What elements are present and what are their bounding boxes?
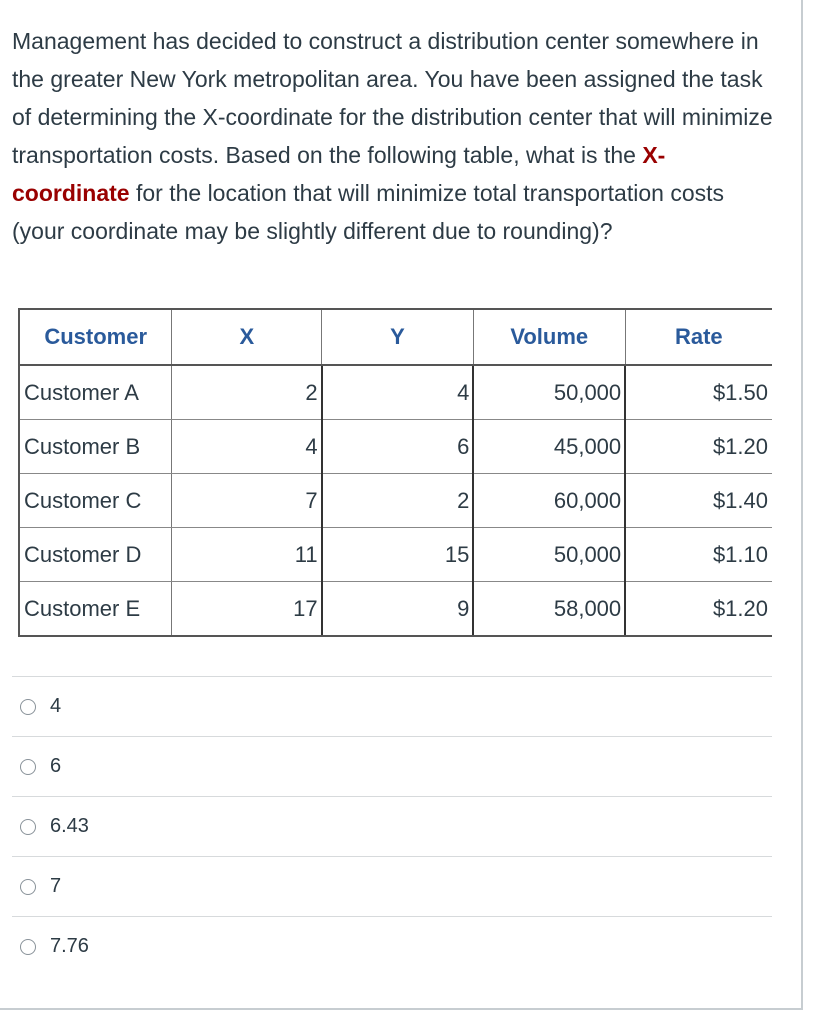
cell-customer: Customer E [19, 582, 172, 637]
answer-list [12, 676, 772, 976]
cell-x: 4 [172, 420, 322, 474]
cell-customer: Customer A [19, 365, 172, 420]
radio-button[interactable] [20, 939, 36, 955]
answer-option[interactable] [12, 916, 772, 976]
cell-rate: $1.50 [625, 365, 772, 420]
radio-button[interactable] [20, 699, 36, 715]
cell-y: 15 [322, 528, 474, 582]
cell-y: 2 [322, 474, 474, 528]
cell-rate: $1.40 [625, 474, 772, 528]
radio-button[interactable] [20, 759, 36, 775]
cell-volume: 45,000 [473, 420, 625, 474]
header-volume: Volume [473, 309, 625, 365]
question-emphasis: X-coordinate [12, 142, 666, 206]
cell-rate: $1.20 [625, 420, 772, 474]
answer-option[interactable] [12, 676, 772, 736]
cell-y: 6 [322, 420, 474, 474]
header-y: Y [322, 309, 474, 365]
answer-option[interactable] [12, 796, 772, 856]
answer-label[interactable]: 7 [50, 875, 62, 897]
cell-x: 7 [172, 474, 322, 528]
cell-volume: 58,000 [473, 582, 625, 637]
question-text [12, 22, 782, 250]
table-row [19, 474, 772, 528]
cell-rate: $1.20 [625, 582, 772, 637]
cell-customer: Customer C [19, 474, 172, 528]
customer-table [18, 308, 772, 637]
answer-label[interactable]: 7.76 [50, 935, 89, 957]
cell-x: 17 [172, 582, 322, 637]
cell-volume: 60,000 [473, 474, 625, 528]
cell-rate: $1.10 [625, 528, 772, 582]
header-x: X [172, 309, 322, 365]
table-row [19, 528, 772, 582]
answer-label[interactable]: 6.43 [50, 815, 89, 837]
radio-button[interactable] [20, 819, 36, 835]
cell-customer: Customer D [19, 528, 172, 582]
question-text-before: Management has decided to construct a distribution center somewhere in the greater New York metropolitan area. You have been assigned the task of determining the X-coordinate for the distribution center that will minimize transportation costs. Based on the following table, what is the [12, 28, 773, 168]
answer-label[interactable]: 6 [50, 755, 62, 777]
cell-x: 11 [172, 528, 322, 582]
cell-customer: Customer B [19, 420, 172, 474]
answer-option[interactable] [12, 856, 772, 916]
cell-x: 2 [172, 365, 322, 420]
question-text-after: for the location that will minimize total transportation costs (your coordinate may be slightly different due to rounding)? [12, 180, 725, 244]
cell-y: 9 [322, 582, 474, 637]
header-rate: Rate [625, 309, 772, 365]
radio-button[interactable] [20, 879, 36, 895]
header-customer: Customer [19, 309, 172, 365]
table-header-row [19, 309, 772, 365]
table-row [19, 420, 772, 474]
answer-option[interactable] [12, 736, 772, 796]
cell-y: 4 [322, 365, 474, 420]
table-row [19, 582, 772, 637]
cell-volume: 50,000 [473, 365, 625, 420]
cell-volume: 50,000 [473, 528, 625, 582]
answer-label[interactable]: 4 [50, 695, 62, 717]
table-row [19, 365, 772, 420]
